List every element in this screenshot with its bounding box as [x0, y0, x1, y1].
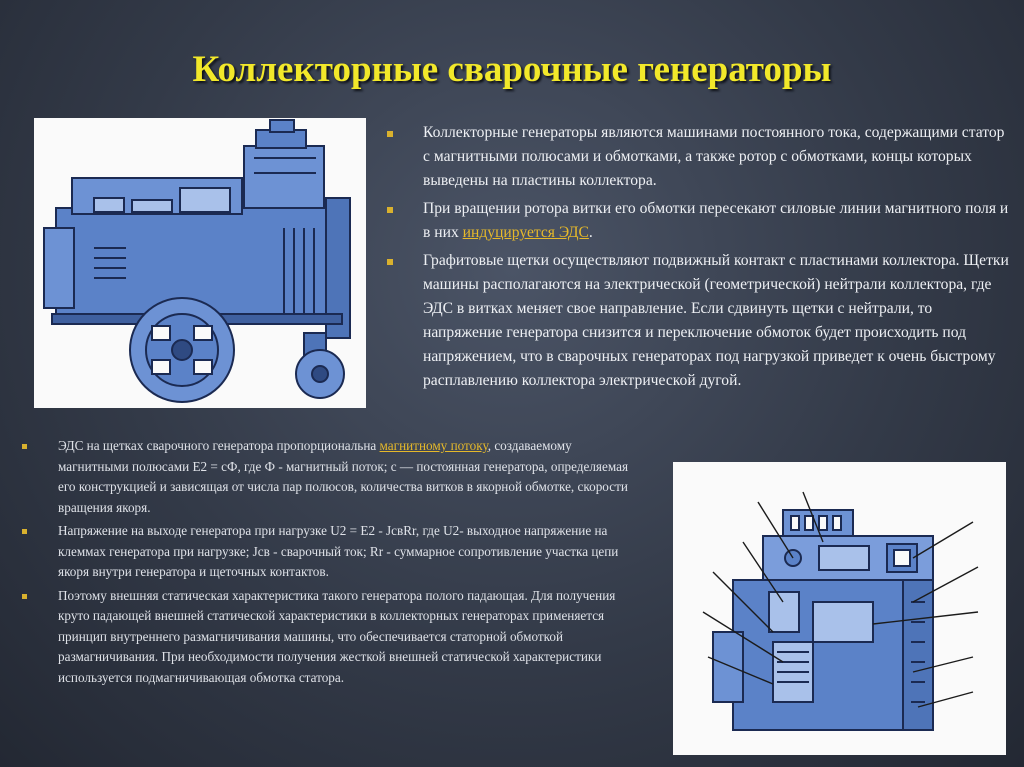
list-item-text: Коллекторные генераторы являются машинами постоянного тока, содержащими статор с магнитными полюсами и обмотками, а также ротор с обмотками, концы которых выведены на пластины коллектора.	[423, 124, 1005, 189]
list-item-text: Напряжение на выходе генератора при нагрузке U2 = E2 - JcвRr, где U2- выходное напряжение на клеммах генератора при нагрузке; Jcв - сварочный ток; Rr - суммарное сопротивление участка цепи якоря внутри генератора и щеточных контактов.	[58, 523, 619, 579]
link-induced-emf[interactable]: индуцируется ЭДС	[462, 224, 589, 241]
list-item	[20, 436, 635, 518]
bullet-icon	[22, 529, 27, 534]
list-item-text: При вращении ротора витки его обмотки пересекают силовые линии магнитного поля и в них	[423, 200, 1009, 241]
list-item-text-tail: , создаваемому магнитными полюсами E2 = сФ, где Ф - магнитный поток; с — постоянная генератора, определяемая его конструкцией и зависящая от числа пар полюсов, количества витков в якорной обмотке, скорости вращения якоря.	[58, 438, 629, 515]
list-item	[20, 586, 635, 689]
wheeled-generator-drawing	[34, 118, 366, 408]
list-item	[385, 121, 1010, 193]
top-bullet-list	[385, 121, 1010, 397]
bullet-icon	[22, 444, 27, 449]
list-item-text: Поэтому внешняя статическая характеристика такого генератора полого падающая. Для получения круто падающей внешней статической характеристики в коллекторных генераторах применяется принцип внутреннего размагничивания машины, что обеспечивается статорной обмоткой размагничивания. При необходимости получения жесткой внешней статической характеристики используется подмагничивающая обмотка статора.	[58, 587, 616, 685]
bullet-icon	[387, 259, 393, 265]
bottom-bullet-list	[20, 436, 635, 691]
list-item	[385, 249, 1010, 393]
bullet-icon	[387, 131, 393, 137]
generator-illustration-wheeled	[34, 118, 366, 408]
list-item-text: ЭДС на щетках сварочного генератора пропорциональна	[58, 438, 380, 453]
list-item-text-tail: .	[588, 224, 593, 241]
slide-title: Коллекторные сварочные генераторы	[192, 49, 832, 90]
list-item	[20, 521, 635, 583]
cutaway-generator-drawing	[673, 462, 1006, 755]
bullet-icon	[22, 594, 27, 599]
bullet-icon	[387, 207, 393, 213]
generator-illustration-cutaway	[673, 462, 1006, 755]
list-item-text: Графитовые щетки осуществляют подвижный контакт с пластинами коллектора. Щетки машины располагаются на электрической (геометрической) нейтрали коллектора, где ЭДС в витках меняет свое направление. Если сдвинуть щетки с нейтрали, то напряжение генератора снизится и переключение обмоток будет происходить под напряжением, что в сварочных генераторах под нагрузкой приведет к очень быстрому расплавлению коллектора электрической дугой.	[423, 252, 1009, 389]
list-item	[385, 197, 1010, 245]
link-magnetic-flux[interactable]: магнитному потоку	[379, 438, 488, 453]
